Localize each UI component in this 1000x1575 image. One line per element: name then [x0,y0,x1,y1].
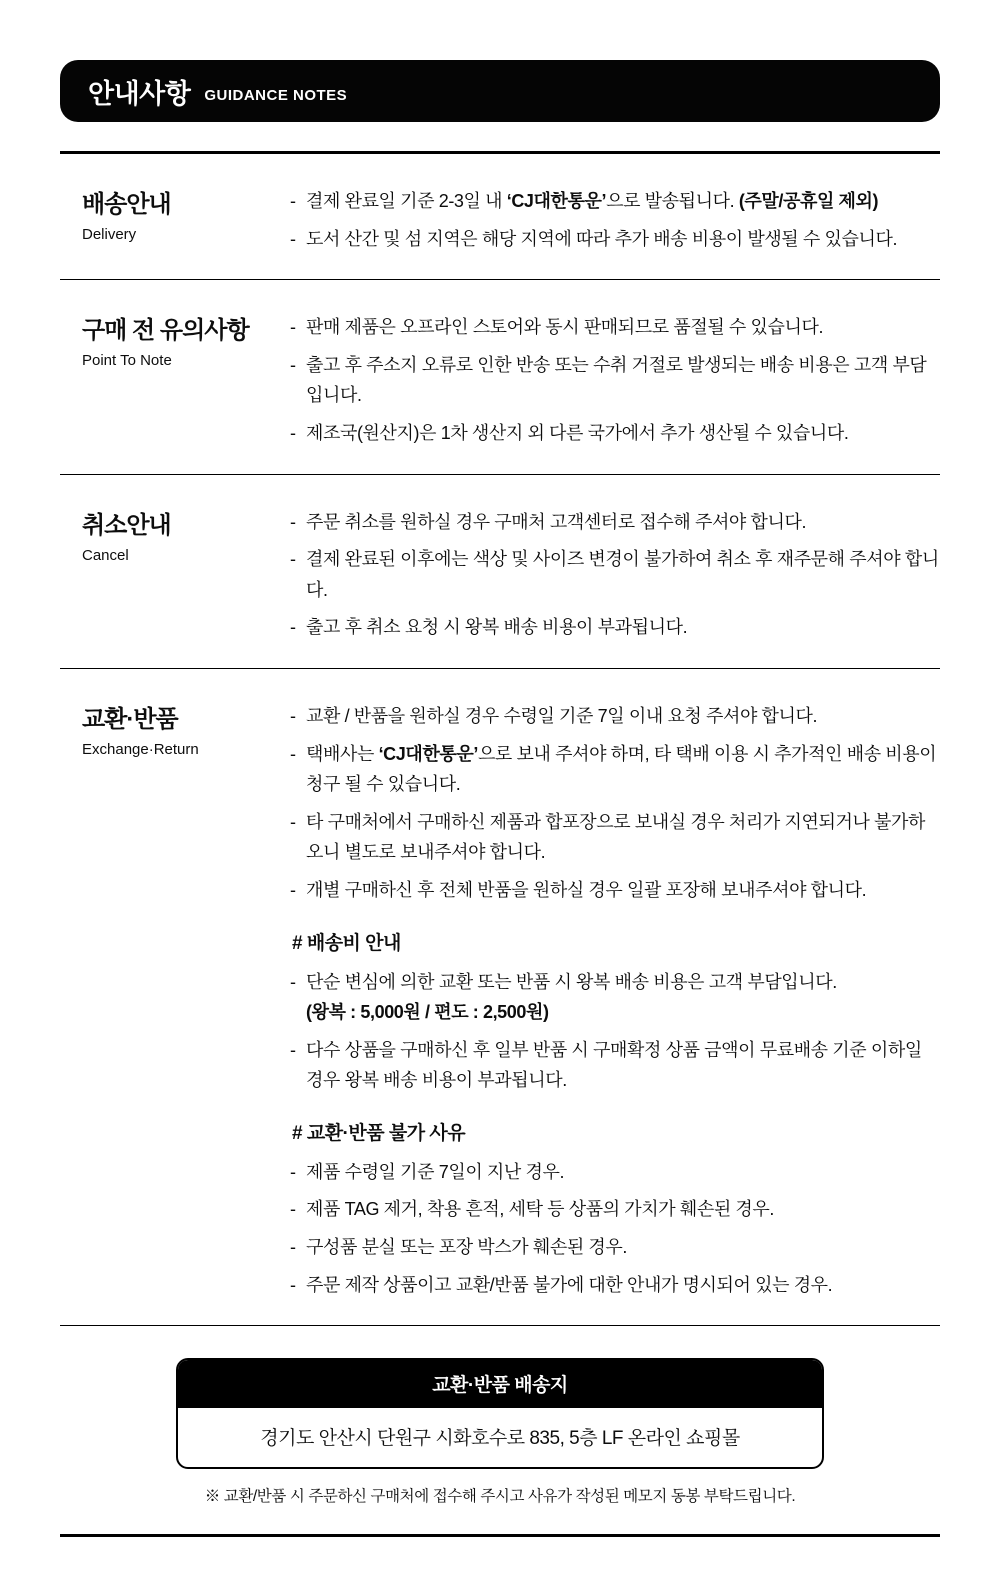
bullet-text: 출고 후 주소지 오류로 인한 반송 또는 수취 거절로 발생되는 배송 비용은 고객 부담입니다. [306,354,927,406]
bullet-item [290,807,940,868]
bottom-divider [60,1534,940,1537]
bullet-dash: - [290,354,296,375]
bullet-text: 단순 변심에 의한 교환 또는 반품 시 왕복 배송 비용은 고객 부담입니다. (왕복 : 5,000원 / 편도 : 2,500원) [306,967,940,1028]
section-point-to-note [60,280,940,474]
bullet-text: 주문 취소를 원하실 경우 구매처 고객센터로 접수해 주셔야 합니다. [306,511,807,532]
bullet-text: 개별 구매하신 후 전체 반품을 원하실 경우 일괄 포장해 보내주셔야 합니다. [306,879,867,900]
bullet-dash: - [290,228,296,249]
bullet-dash: - [290,191,296,211]
bullet-dash: - [290,422,296,443]
bullet-dash: - [290,1274,296,1295]
bullet-dash: - [290,617,296,638]
bullet-item [290,312,940,343]
bullet-item [290,186,940,217]
bullet-item [290,544,940,605]
section-content [290,310,940,448]
section-content [290,699,940,1300]
section-title-block [60,310,290,448]
bullet-text: 타 구매처에서 구매하신 제품과 합포장으로 보내실 경우 처리가 지연되거나 불가하오니 별도로 보내주셔야 합니다. [306,811,925,863]
bullet-item [290,1157,940,1188]
section-title-korean: 구매 전 유의사항 [82,317,249,345]
return-address-title: 교환·반품 배송지 [178,1360,822,1408]
page-title-bar [60,60,940,122]
subsection-heading: # 교환·반품 불가 사유 [292,1122,466,1144]
bullet-item [290,1194,940,1225]
sections-container [60,154,940,1326]
bullet-item [290,350,940,411]
bullet-item [290,612,940,643]
bullet-dash: - [290,1199,296,1220]
section-title-english: Exchange·Return [82,740,199,758]
bullet-dash: - [290,811,296,832]
bullet-text: 제품 TAG 제거, 착용 흔적, 세탁 등 상품의 가치가 훼손된 경우. [306,1199,775,1220]
section-title-korean: 교환·반품 [82,705,178,733]
bullet-text: 주문 제작 상품이고 교환/반품 불가에 대한 안내가 명시되어 있는 경우. [306,1274,833,1295]
bullet-dash: - [290,549,296,570]
bullet-item [290,1270,940,1301]
section-title-korean: 취소안내 [82,511,171,539]
bullet-item [290,739,940,800]
section-exchange-return [60,669,940,1326]
bullet-text: 교환 / 반품을 원하실 경우 수령일 기준 7일 이내 요청 주셔야 합니다. [306,705,818,726]
bullet-item [290,701,940,732]
section-delivery [60,154,940,280]
section-content [290,184,940,254]
bullet-dash: - [290,705,296,726]
bullet-dash: - [290,1039,296,1060]
bullet-dash: - [290,971,296,992]
return-address-value: 경기도 안산시 단원구 시화호수로 835, 5층 LF 온라인 쇼핑몰 [260,1428,740,1450]
bullet-text: 구성품 분실 또는 포장 박스가 훼손된 경우. [306,1237,628,1258]
bullet-text: 제품 수령일 기준 7일이 지난 경우. [306,1161,565,1182]
section-title-korean: 배송안내 [82,191,171,218]
section-title-block [60,184,290,254]
bullet-item [290,224,940,255]
bullet-item [290,1232,940,1263]
bullet-text: 판매 제품은 오프라인 스토어와 동시 판매되므로 품절될 수 있습니다. [306,317,824,338]
page-title-english: GUIDANCE NOTES [204,86,348,104]
bullet-text: 제조국(원산지)은 1차 생산지 외 다른 국가에서 추가 생산될 수 있습니다. [306,422,849,443]
bullet-text: 결제 완료일 기준 2-3일 내 ‘CJ대한통운’으로 발송됩니다. (주말/공휴일 제외) [306,191,879,211]
subsection-heading: # 배송비 안내 [292,932,401,954]
bullet-dash: - [290,879,296,900]
bullet-item [290,418,940,449]
bullet-note: (왕복 : 5,000원 / 편도 : 2,500원) [306,1002,549,1023]
bullet-dash: - [290,743,296,764]
bullet-item [290,875,940,906]
return-address-box [176,1358,824,1469]
section-content [290,505,940,643]
bullet-dash: - [290,1237,296,1258]
bullet-dash: - [290,1161,296,1182]
bullet-item [290,967,940,1028]
section-cancel [60,475,940,669]
return-footnote: ※ 교환/반품 시 주문하신 구매처에 접수해 주시고 사유가 작성된 메모지 동봉 부탁드립니다. [204,1488,796,1506]
bullet-dash: - [290,317,296,338]
page-title-korean: 안내사항 [88,78,191,109]
section-title-english: Delivery [82,226,137,243]
bullet-text: 결제 완료된 이후에는 색상 및 사이즈 변경이 불가하여 취소 후 재주문해 주셔야 합니다. [306,549,939,600]
section-title-block [60,505,290,643]
bullet-item [290,507,940,538]
bullet-text: 도서 산간 및 섬 지역은 해당 지역에 따라 추가 배송 비용이 발생될 수 있습니다. [306,228,898,249]
bullet-text: 출고 후 취소 요청 시 왕복 배송 비용이 부과됩니다. [306,617,688,638]
bullet-text: 다수 상품을 구매하신 후 일부 반품 시 구매확정 상품 금액이 무료배송 기준 이하일 경우 왕복 배송 비용이 부과됩니다. [306,1039,922,1091]
bullet-item [290,1035,940,1096]
bullet-text: 택배사는 ‘CJ대한통운’으로 보내 주셔야 하며, 타 택배 이용 시 추가적인 배송 비용이 청구 될 수 있습니다. [306,743,937,795]
bullet-dash: - [290,511,296,532]
section-title-english: Point To Note [82,352,172,370]
section-title-block [60,699,290,1300]
section-title-english: Cancel [82,546,129,564]
